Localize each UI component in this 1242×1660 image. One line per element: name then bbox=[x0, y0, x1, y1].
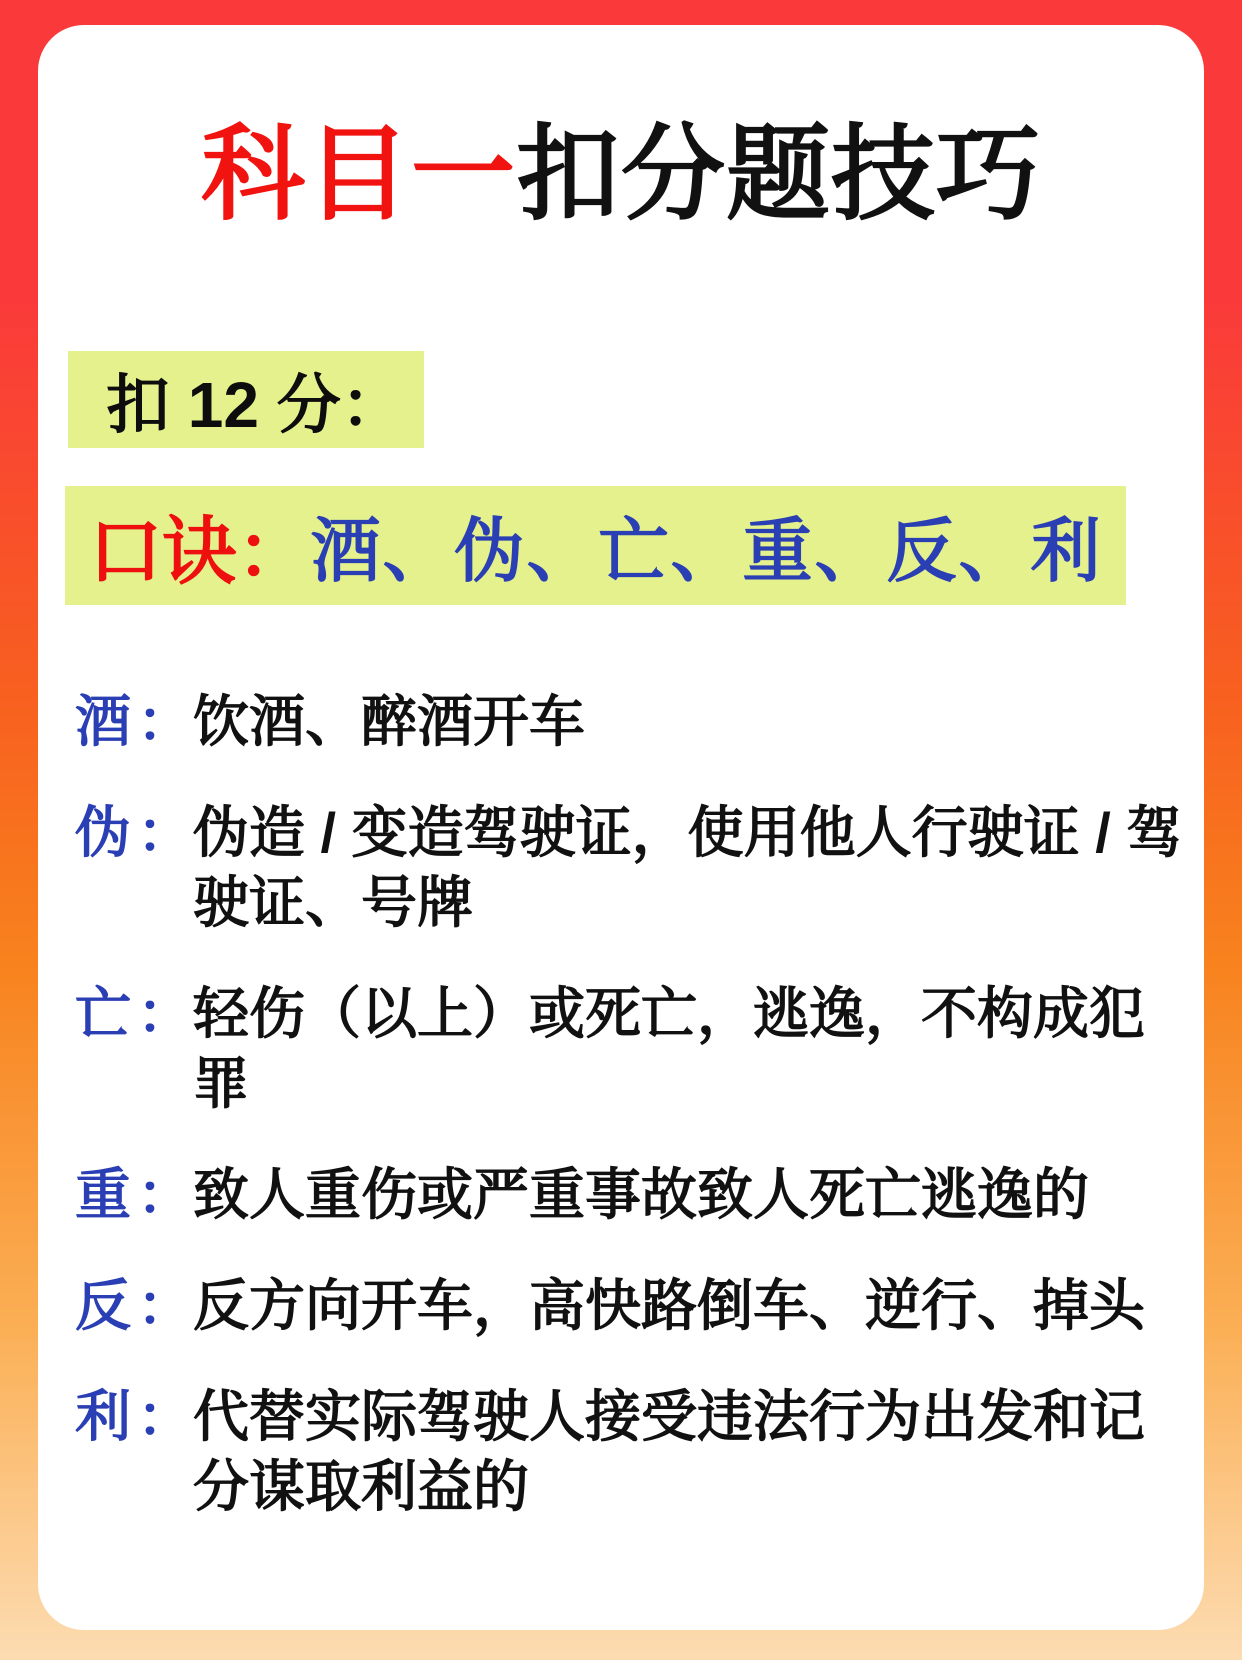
rule-colon: ： bbox=[137, 690, 193, 754]
mnemonic-value: 酒、伪、亡、重、反、利 bbox=[310, 512, 1103, 591]
rule-colon: ： bbox=[137, 1385, 193, 1449]
rule-text: 饮酒、醉酒开车 bbox=[193, 690, 585, 754]
rule-item-zhong bbox=[75, 1160, 1196, 1230]
score-badge-label: 扣 12 分： bbox=[106, 368, 405, 441]
rule-text: 致人重伤或严重事故致人死亡逃逸的 bbox=[193, 1163, 1089, 1227]
rule-key: 利 bbox=[75, 1385, 131, 1449]
rule-text: 反方向开车，高快路倒车、逆行、掉头 bbox=[193, 1274, 1145, 1338]
rule-item-wei bbox=[75, 798, 1196, 938]
rule-key: 酒 bbox=[75, 690, 131, 754]
rule-item-wang bbox=[75, 979, 1196, 1119]
rule-key: 亡 bbox=[75, 982, 131, 1046]
rule-text: 伪造 / 变造驾驶证，使用他人行驶证 / 驾驶证、号牌 bbox=[193, 801, 1183, 935]
page-title-highlight: 科目一 bbox=[200, 117, 516, 233]
rule-colon: ： bbox=[137, 1163, 193, 1227]
rule-item-fan bbox=[75, 1271, 1196, 1341]
rule-text: 轻伤（以上）或死亡，逃逸，不构成犯罪 bbox=[193, 982, 1145, 1116]
page-title bbox=[38, 117, 1204, 233]
rule-colon: ： bbox=[137, 982, 193, 1046]
rule-item-jiu bbox=[75, 687, 1196, 757]
content-card bbox=[38, 25, 1204, 1630]
mnemonic-label: 口诀： bbox=[88, 509, 311, 593]
rule-colon: ： bbox=[137, 801, 193, 865]
rule-key: 反 bbox=[75, 1274, 131, 1338]
mnemonic-badge bbox=[65, 486, 1126, 605]
score-badge-row bbox=[68, 351, 1204, 448]
rule-text: 代替实际驾驶人接受违法行为出发和记分谋取利益的 bbox=[193, 1385, 1145, 1519]
rule-colon: ： bbox=[137, 1274, 193, 1338]
page-title-rest: 扣分题技巧 bbox=[516, 117, 1042, 233]
score-badge bbox=[68, 351, 424, 448]
rule-key: 重 bbox=[75, 1163, 131, 1227]
rule-key: 伪 bbox=[75, 801, 131, 865]
rules-list bbox=[38, 687, 1204, 1522]
rule-item-li bbox=[75, 1382, 1196, 1522]
